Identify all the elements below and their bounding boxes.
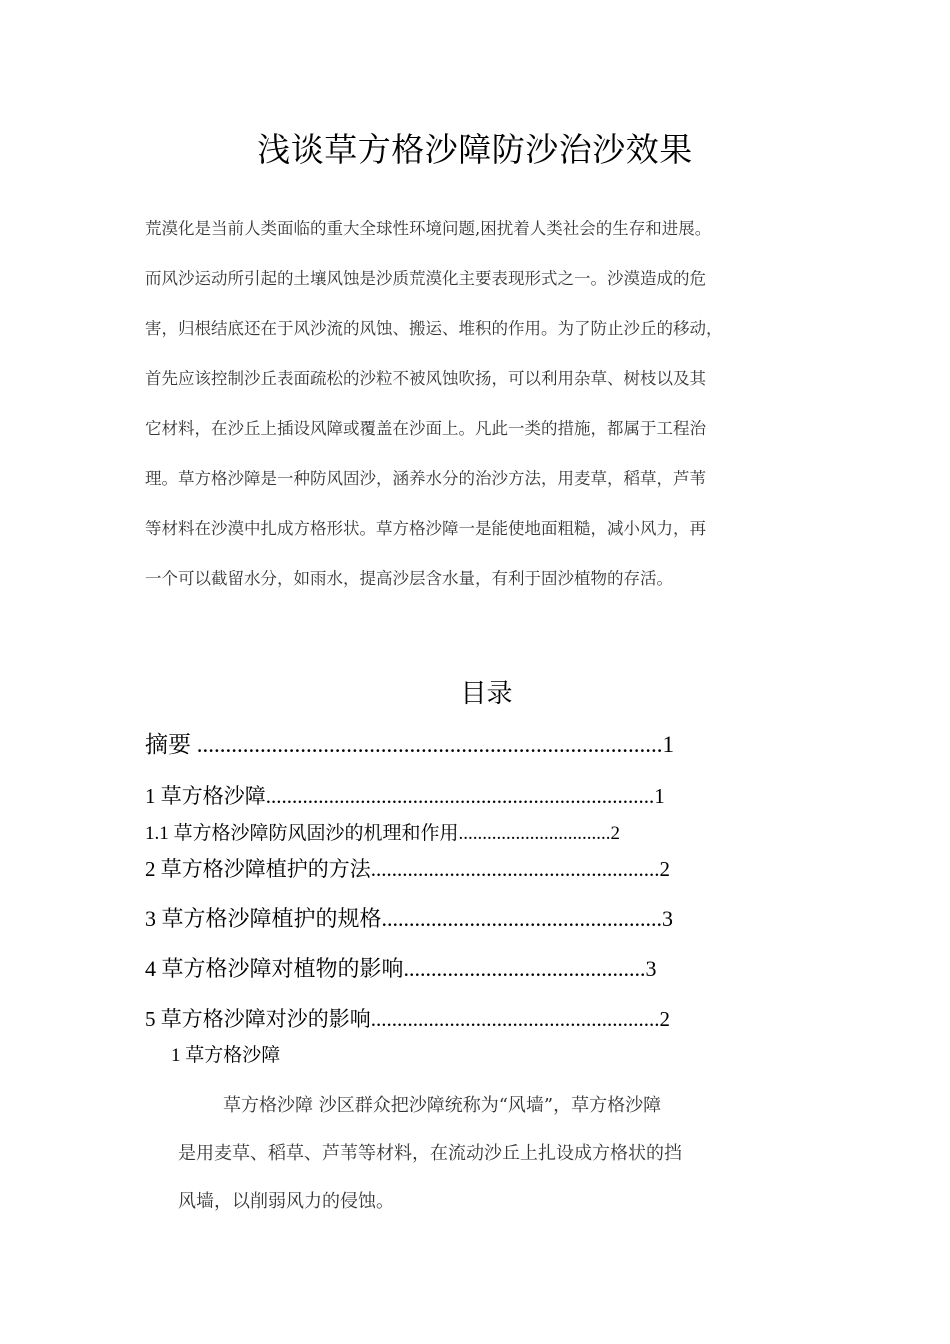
toc-entry-abstract[interactable] [145,728,674,762]
toc-entry-leader: ................................................... [381,906,663,931]
toc-entry-page: 1 [662,732,674,757]
abstract-line: 它材料，在沙丘上插设风障或覆盖在沙面上。凡此一类的措施，都属于工程治 [145,419,706,438]
toc-entry-text: 摘要 [145,732,191,758]
toc-entry-number: 3 [145,906,162,931]
toc-entry-number: 2 [145,857,161,881]
toc-entry-leader: ................................................................................. [191,732,663,757]
abstract-line: 而风沙运动所引起的土壤风蚀是沙质荒漠化主要表现形式之一。沙漠造成的危 [145,269,706,288]
abstract-paragraph [145,204,817,604]
document-title: 浅谈草方格沙障防沙治沙效果 [257,130,693,169]
toc-entry-page: 3 [645,956,657,981]
abstract-line: 一个可以截留水分，如雨水，提高沙层含水量，有利于固沙植物的存活。 [145,569,673,588]
toc-entry-number: 1.1 [145,823,174,844]
toc-entry-leader: ................................ [458,823,611,844]
toc-entry-text: 草方格沙障对植物的影响 [161,957,404,982]
section-1-heading [171,1040,280,1071]
toc-entry-leader: .......................................................................... [265,784,655,808]
toc-entry-page: 2 [659,857,670,881]
toc-entry-page: 3 [662,906,674,931]
toc-entry-page: 2 [610,823,621,844]
toc-entry-number: 4 [145,956,162,981]
toc-entry-2[interactable] [145,853,670,885]
abstract-line: 等材料在沙漠中扎成方格形状。草方格沙障一是能使地面粗糙，减小风力，再 [145,519,706,538]
toc-entry-1[interactable] [145,780,665,812]
toc-entry-4[interactable] [145,953,657,986]
section-heading-text: 草方格沙障 [185,1044,281,1066]
toc-entry-page: 1 [654,784,665,808]
body-line: 风墙，以削弱风力的侵蚀。 [178,1191,394,1212]
toc-entry-3[interactable] [145,903,673,936]
toc-entry-number: 5 [145,1007,161,1031]
toc-entry-text: 草方格沙障植护的规格 [161,907,382,932]
abstract-line: 害，归根结底还在于风沙流的风蚀、搬运、堆积的作用。为了防止沙丘的移动， [145,319,723,338]
toc-title: 目录 [460,679,513,709]
section-number: 1 [171,1045,186,1066]
abstract-line: 理。草方格沙障是一种防风固沙，涵养水分的治沙方法，用麦草，稻草，芦苇 [145,469,706,488]
abstract-line: 荒漠化是当前人类面临的重大全球性环境问题,困扰着人类社会的生存和进展。 [145,219,712,238]
body-line: 是用麦草、稻草、芦苇等材料，在流动沙丘上扎设成方格状的挡 [178,1143,682,1164]
toc-entry-text: 草方格沙障对沙的影响 [160,1007,371,1031]
toc-entry-5[interactable] [145,1003,670,1035]
toc-entry-1-1[interactable] [145,818,620,849]
toc-entry-text: 草方格沙障防风固沙的机理和作用 [173,822,459,844]
toc-entry-page: 2 [659,1007,670,1031]
toc-entry-leader: ....................................................... [370,1007,660,1031]
toc-entry-text: 草方格沙障 [160,784,266,808]
toc-entry-number: 1 [145,784,161,808]
body-line: 草方格沙障 沙区群众把沙障统称为“风墙”，草方格沙障 [223,1095,662,1116]
abstract-line: 首先应该控制沙丘表面疏松的沙粒不被风蚀吹扬，可以利用杂草、树枝以及其 [145,369,706,388]
toc-entry-leader: ............................................ [403,956,646,981]
toc-entry-leader: ....................................................... [370,857,660,881]
section-1-body [178,1082,818,1226]
toc-entry-text: 草方格沙障植护的方法 [160,857,371,881]
